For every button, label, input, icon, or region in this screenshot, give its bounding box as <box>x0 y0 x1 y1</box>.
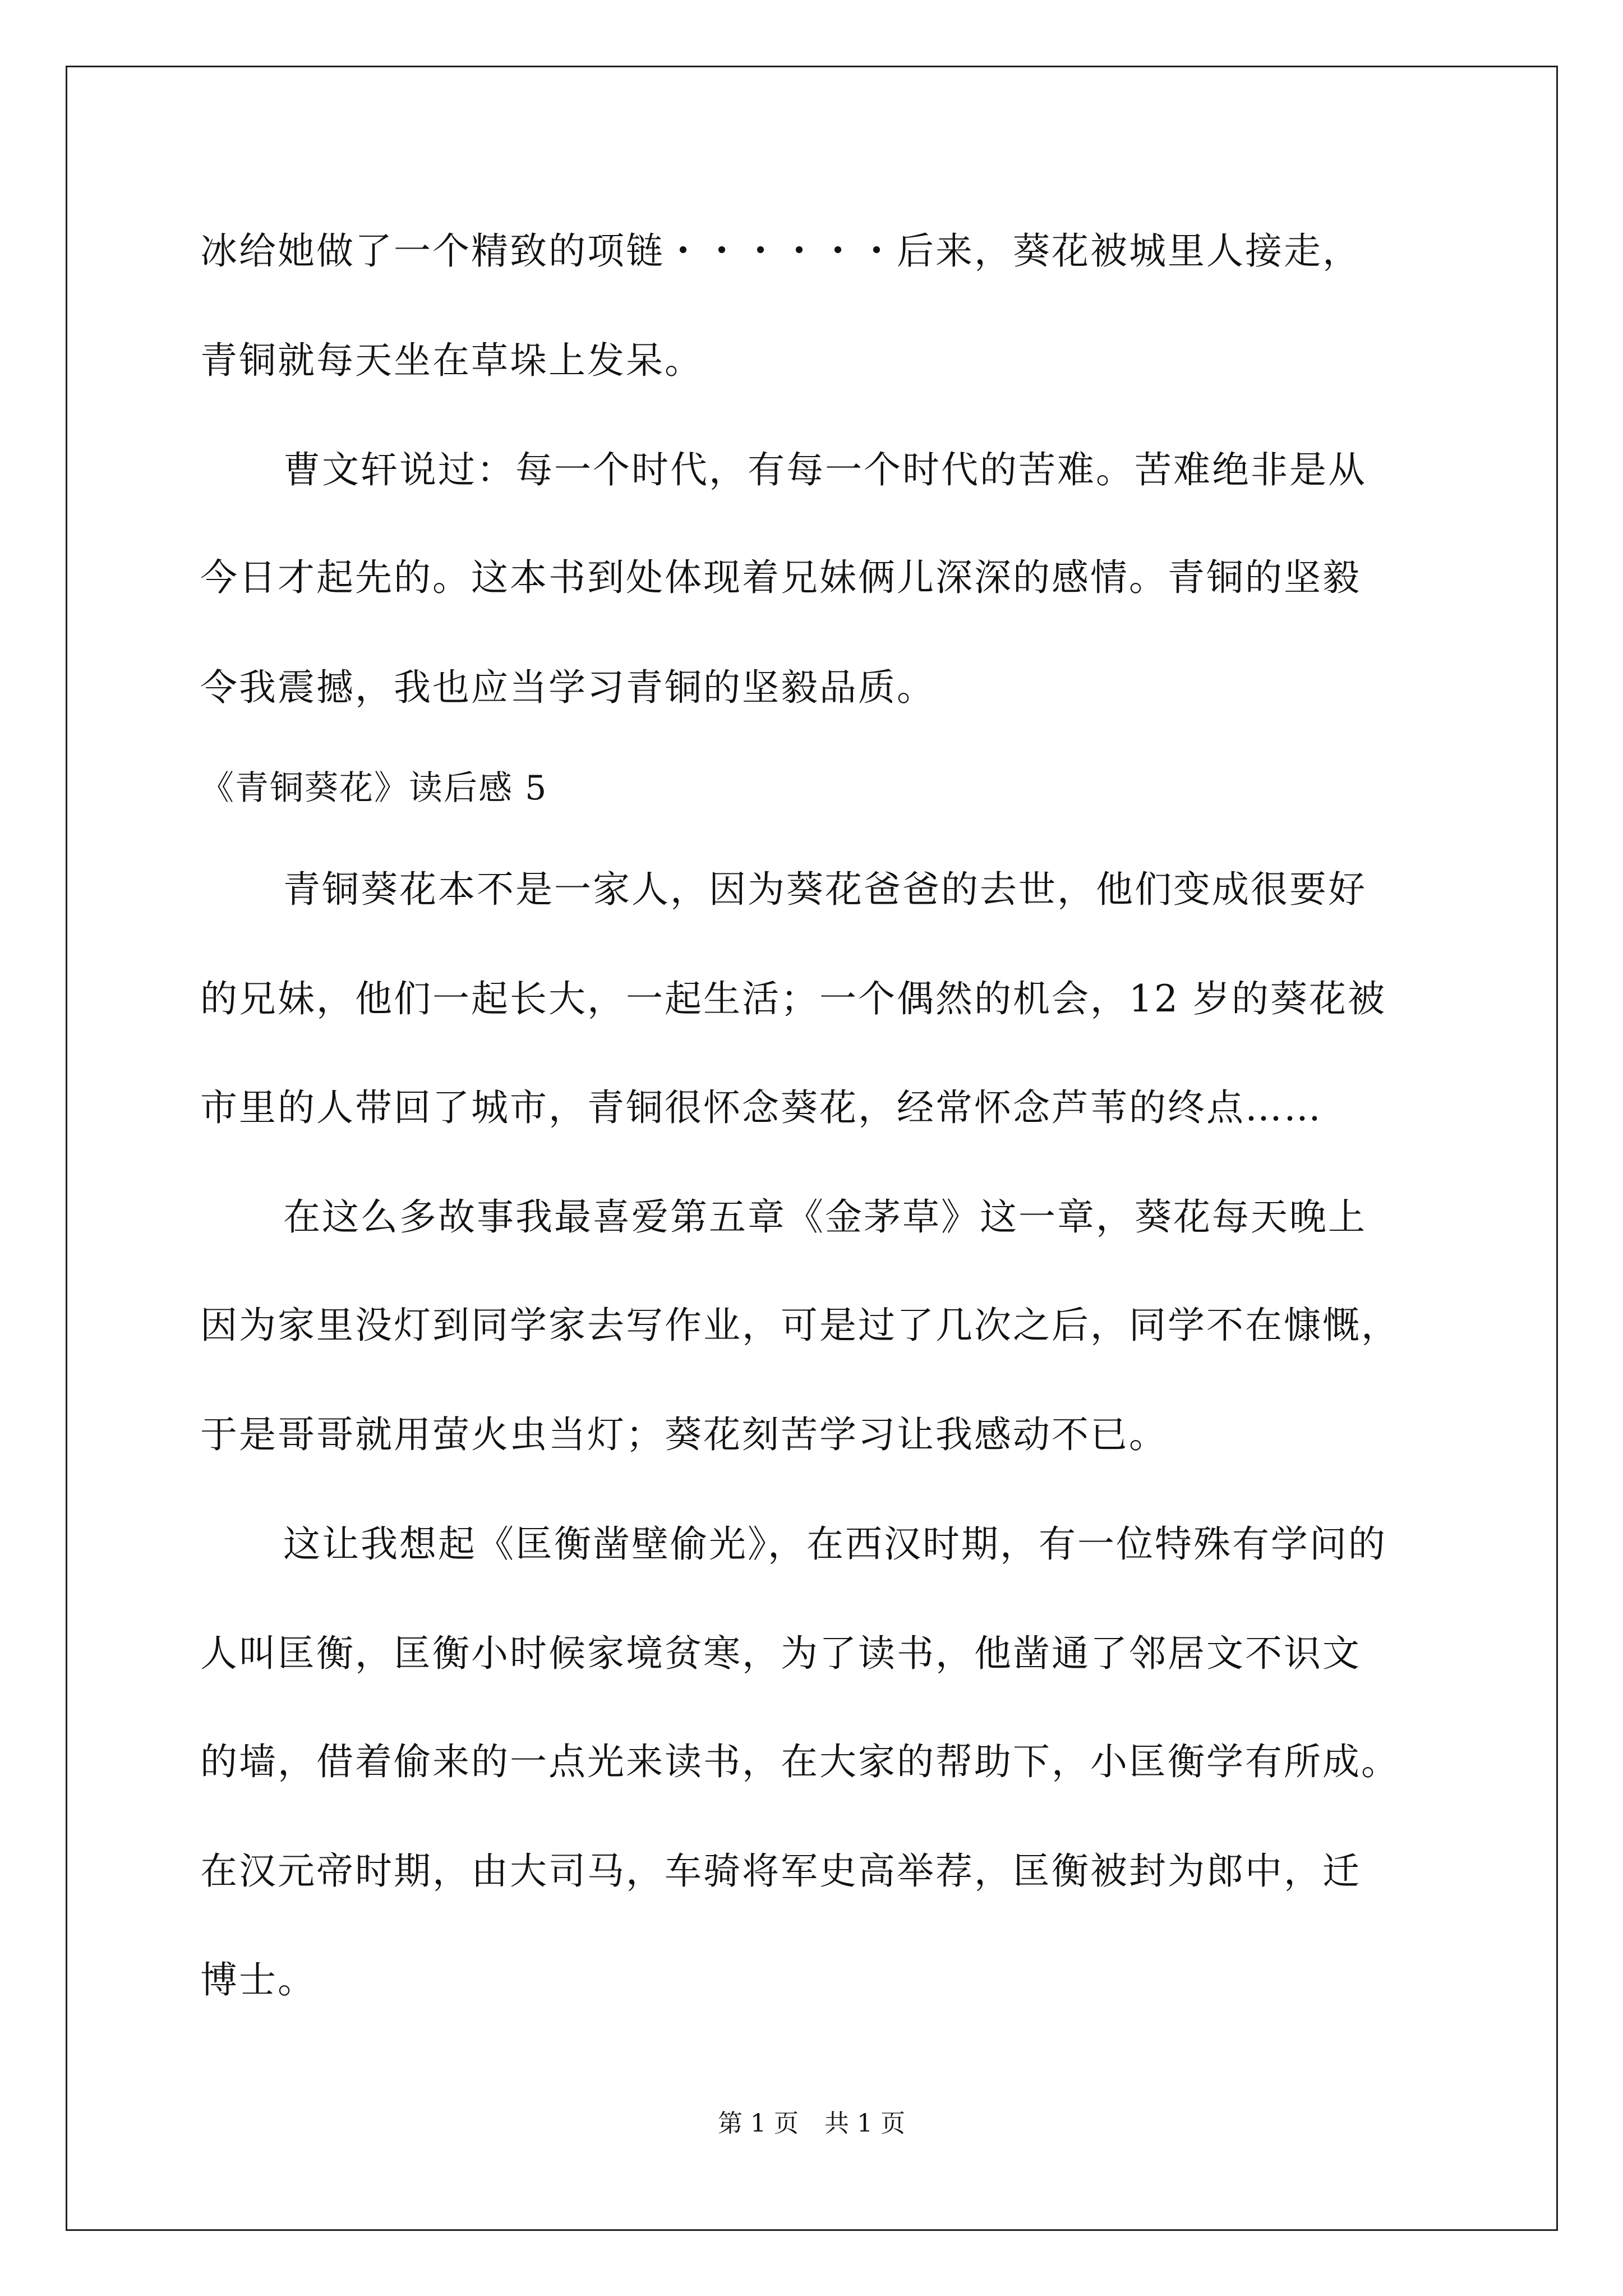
body-line: 在这么多故事我最喜爱第五章《金茅草》这一章，葵花每天晚上 <box>283 1195 1367 1239</box>
section-heading: 《青铜葵花》读后感 5 <box>200 769 548 808</box>
body-line: 的墙，借着偷来的一点光来读书，在大家的帮助下，小匡衡学有所成。 <box>200 1740 1400 1783</box>
body-line: 博士。 <box>200 1958 316 2001</box>
page-footer <box>0 2108 1623 2139</box>
page-border <box>66 66 1558 2231</box>
body-line: 令我震撼，我也应当学习青铜的坚毅品质。 <box>200 666 935 709</box>
body-line: 青铜就每天坐在草垛上发呆。 <box>200 339 703 382</box>
page-number: 第 1 页 <box>718 2109 799 2138</box>
page-total: 共 1 页 <box>824 2109 905 2138</box>
body-line: 曹文轩说过：每一个时代，有每一个时代的苦难。苦难绝非是从 <box>283 448 1367 491</box>
body-line: 人叫匡衡，匡衡小时候家境贫寒，为了读书，他凿通了邻居文不识文 <box>200 1632 1361 1675</box>
body-line: 在汉元帝时期，由大司马，车骑将军史高举荐，匡衡被封为郎中，迁 <box>200 1849 1361 1893</box>
body-line: 的兄妹，他们一起长大，一起生活；一个偶然的机会，12 岁的葵花被 <box>200 977 1386 1020</box>
body-line: 市里的人带回了城市，青铜很怀念葵花，经常怀念芦苇的终点…… <box>200 1086 1322 1129</box>
body-line: 冰给她做了一个精致的项链・・・・・・后来，葵花被城里人接走， <box>200 229 1361 273</box>
body-line: 青铜葵花本不是一家人，因为葵花爸爸的去世，他们变成很要好 <box>283 868 1367 911</box>
body-line: 今日才起先的。这本书到处体现着兄妹俩儿深深的感情。青铜的坚毅 <box>200 556 1361 599</box>
body-line: 这让我想起《匡衡凿壁偷光》，在西汉时期，有一位特殊有学问的 <box>283 1522 1387 1566</box>
body-line: 因为家里没灯到同学家去写作业，可是过了几次之后，同学不在慷慨， <box>200 1304 1400 1347</box>
body-line: 于是哥哥就用萤火虫当灯；葵花刻苦学习让我感动不已。 <box>200 1413 1168 1456</box>
